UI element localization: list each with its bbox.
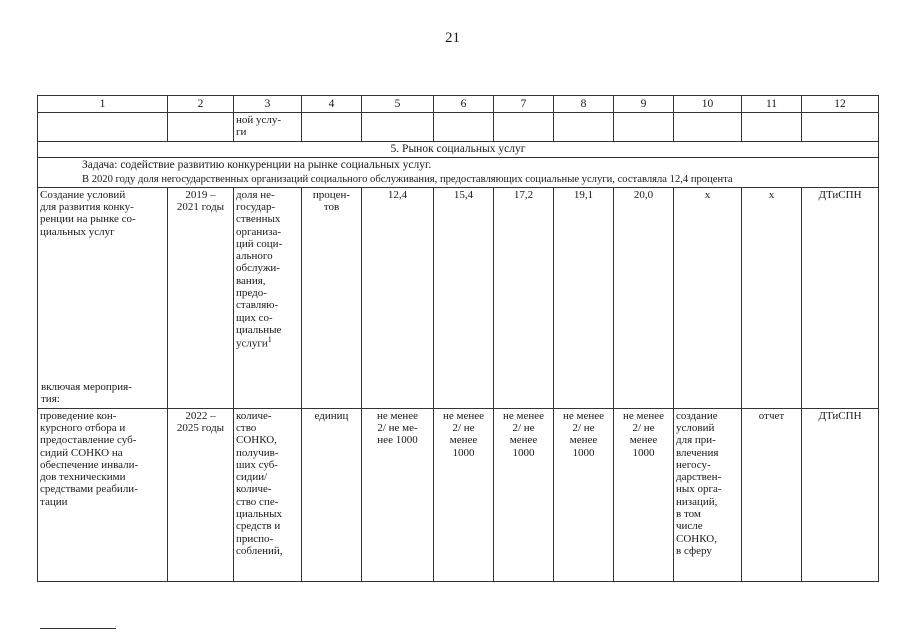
table-row: [38, 408, 879, 581]
column-number: 11: [742, 96, 802, 113]
column-number: 8: [554, 96, 614, 113]
value-cell: 12,4: [362, 187, 434, 408]
value-cell: не менее 2/ не менее 1000: [434, 408, 494, 581]
executor-cell: ДТиСПН: [802, 408, 879, 581]
footnote-mark: 1: [267, 335, 272, 345]
period-cell: 2022 – 2025 годы: [168, 408, 234, 581]
indicator-cell: [234, 187, 302, 408]
column-number: 10: [674, 96, 742, 113]
section-title-row: [38, 142, 879, 158]
period-cell: 2019 – 2021 годы: [168, 187, 234, 408]
measure-cell: проведение кон- курсного отбора и предоставление суб- сидий СОНКО на обеспечение инвали- дов техническими средствами реабили- тации: [38, 408, 168, 581]
column-number: 2: [168, 96, 234, 113]
column-number: 9: [614, 96, 674, 113]
continuation-text: ной услу- ги: [234, 113, 302, 142]
value-cell: 15,4: [434, 187, 494, 408]
value-cell: 20,0: [614, 187, 674, 408]
measure-name: Создание условий для развития конку- ренции на рынке со- циальных услуг: [40, 188, 136, 238]
value-cell: не менее 2/ не менее 1000: [494, 408, 554, 581]
column-number: 6: [434, 96, 494, 113]
section-title: 5. Рынок социальных услуг: [38, 142, 879, 158]
column-number: 5: [362, 96, 434, 113]
column-number: 3: [234, 96, 302, 113]
indicator-cell: количе- ство СОНКО, получив- ших суб- сидии/ количе- ство спе- циальных средств и приспо- соблений,: [234, 408, 302, 581]
measure-note: включая мероприя- тия:: [41, 380, 132, 406]
table-row: [38, 187, 879, 408]
unit-cell: процен- тов: [302, 187, 362, 408]
value-cell: не менее 2/ не ме- нее 1000: [362, 408, 434, 581]
result-cell: х: [674, 187, 742, 408]
result-cell: создание условий для при- влечения негосу- дарствен- ных орга- низаций, в том числе СОНКО, в сферу: [674, 408, 742, 581]
page-number: 21: [445, 30, 460, 46]
value-cell: не менее 2/ не менее 1000: [554, 408, 614, 581]
value-cell: 17,2: [494, 187, 554, 408]
footnote-separator: [40, 628, 116, 629]
column-number: 12: [802, 96, 879, 113]
executor-cell: ДТиСПН: [802, 187, 879, 408]
value-cell: 19,1: [554, 187, 614, 408]
column-number: 7: [494, 96, 554, 113]
task-row: [38, 157, 879, 172]
form-cell: х: [742, 187, 802, 408]
task-text: Задача: содействие развитию конкуренции на рынке социальных услуг.: [38, 157, 879, 172]
plan-table: [37, 95, 879, 582]
continuation-row: [38, 113, 879, 142]
form-cell: отчет: [742, 408, 802, 581]
column-number: 1: [38, 96, 168, 113]
column-number-row: [38, 96, 879, 113]
column-number: 4: [302, 96, 362, 113]
unit-cell: единиц: [302, 408, 362, 581]
task-note-row: [38, 173, 879, 187]
value-cell: не менее 2/ не менее 1000: [614, 408, 674, 581]
measure-cell: [38, 187, 168, 408]
task-note: В 2020 году доля негосударственных организаций социального обслуживания, предоставляющих социальные услуги, составляла 12,4 процента: [38, 173, 879, 187]
indicator-text: доля не- государ- ственных организа- ций соци- ального обслужи- вания, предо- ставляю- щих со- циальные услуги: [236, 188, 283, 351]
